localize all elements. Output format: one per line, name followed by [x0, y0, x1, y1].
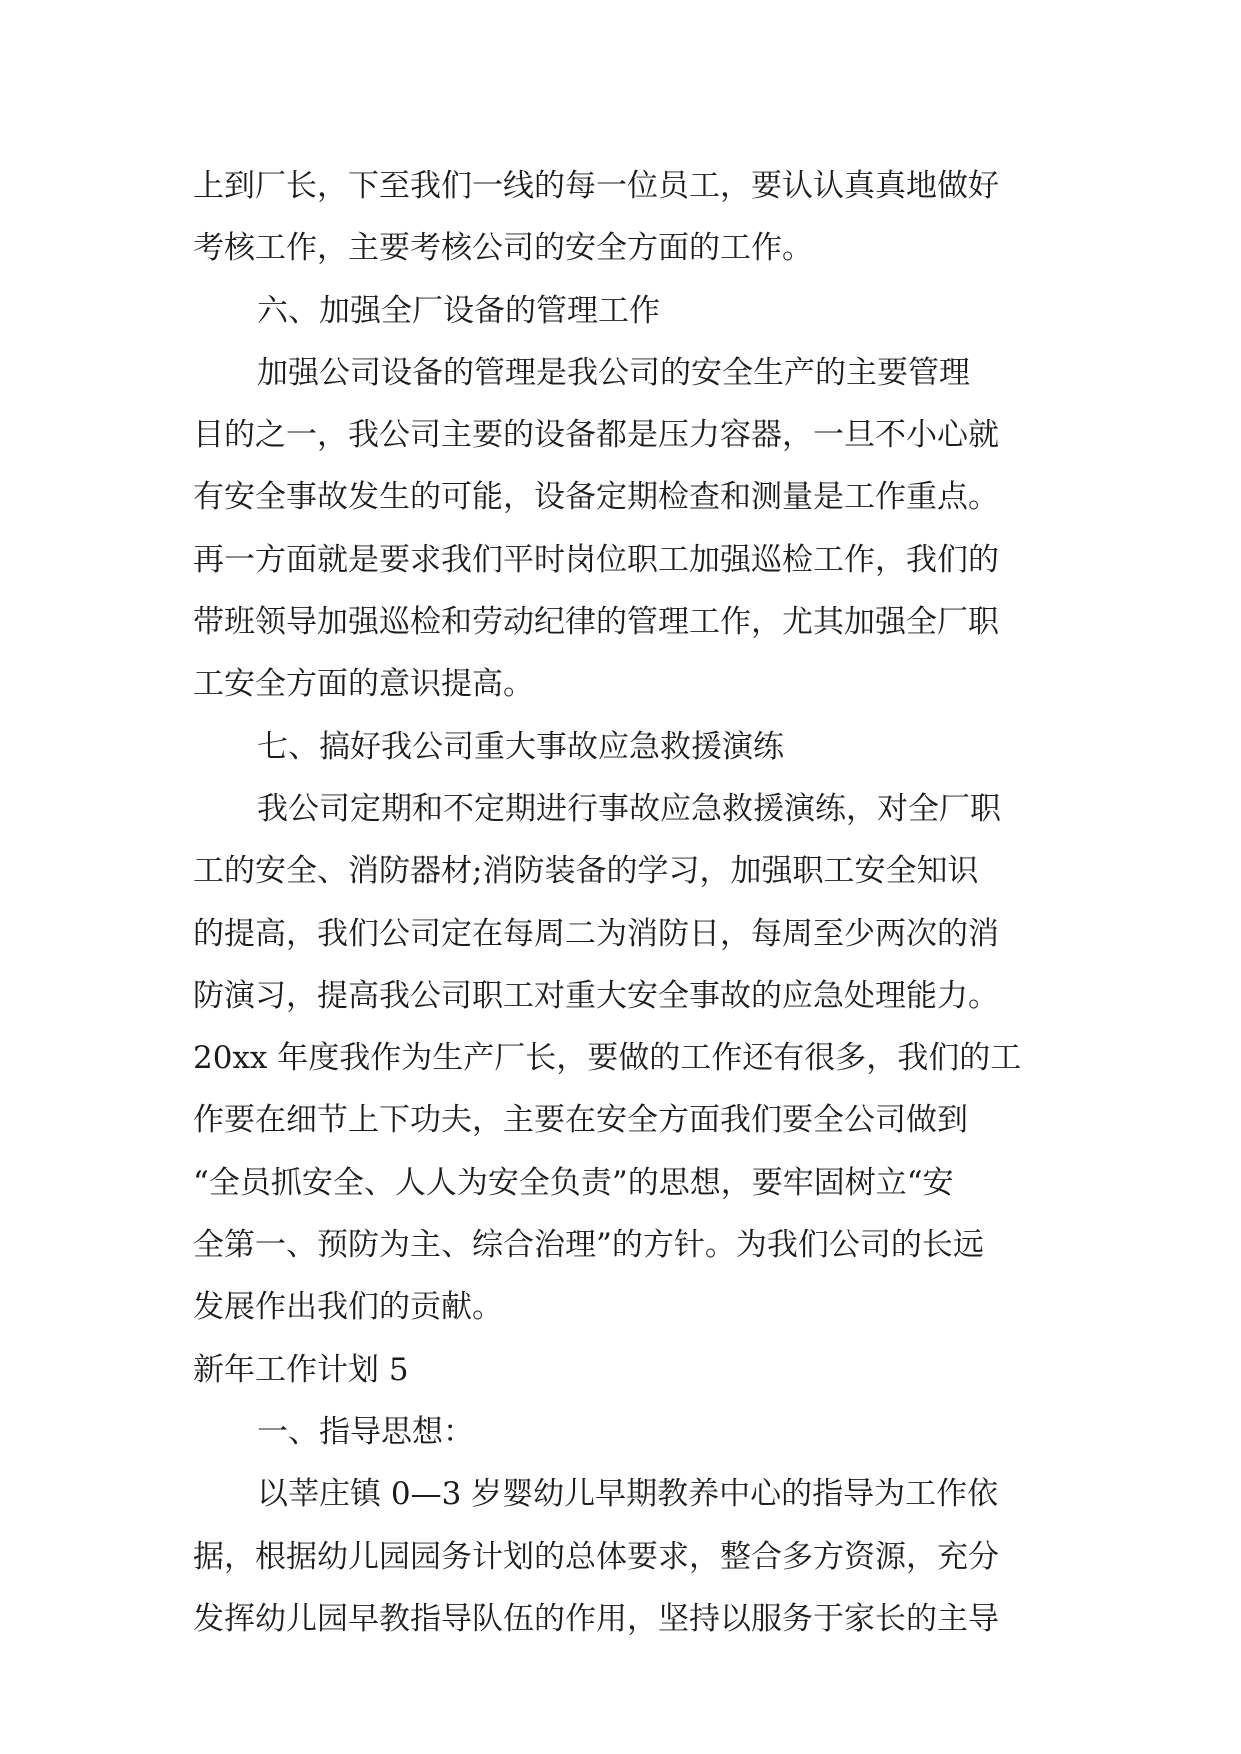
text-line: 的提高，我们公司定在每周二为消防日，每周至少两次的消 — [193, 915, 999, 952]
section-heading-6: 六、加强全厂设备的管理工作 — [257, 292, 660, 329]
section-heading-1: 一、指导思想： — [257, 1413, 474, 1450]
text-line: 全第一、预防为主、综合治理”的方针。为我们公司的长远 — [193, 1227, 984, 1264]
text-line: 作要在细节上下功夫，主要在安全方面我们要全公司做到 — [193, 1102, 968, 1139]
section-title-plan-5: 新年工作计划 5 — [193, 1351, 409, 1388]
section-heading-7: 七、搞好我公司重大事故应急救援演练 — [257, 728, 784, 765]
document-body — [193, 155, 1073, 1650]
text-line: 工的安全、消防器材;消防装备的学习，加强职工安全知识 — [193, 853, 979, 890]
text-line: 有安全事故发生的可能，设备定期检查和测量是工作重点。 — [193, 479, 999, 516]
text-line: 据，根据幼儿园园务计划的总体要求，整合多方资源，充分 — [193, 1538, 999, 1575]
text-line: 防演习，提高我公司职工对重大安全事故的应急处理能力。 — [193, 977, 999, 1014]
text-line: 加强公司设备的管理是我公司的安全生产的主要管理 — [257, 354, 970, 391]
text-line: 工安全方面的意识提高。 — [193, 666, 534, 703]
text-line: 发展作出我们的贡献。 — [193, 1289, 503, 1326]
text-line: 发挥幼儿园早教指导队伍的作用，坚持以服务于家长的主导 — [193, 1600, 999, 1637]
text-line: 以莘庄镇 0—3 岁婴幼儿早期教养中心的指导为工作依 — [257, 1476, 999, 1513]
text-line: 目的之一，我公司主要的设备都是压力容器，一旦不小心就 — [193, 417, 999, 454]
text-line: “全员抓安全、人人为安全负责”的思想，要牢固树立“安 — [193, 1164, 954, 1201]
text-line: 上到厂长，下至我们一线的每一位员工，要认认真真地做好 — [193, 168, 999, 204]
text-line: 考核工作，主要考核公司的安全方面的工作。 — [193, 230, 813, 267]
text-line: 20xx 年度我作为生产厂长，要做的工作还有很多，我们的工 — [193, 1040, 1022, 1077]
text-line: 再一方面就是要求我们平时岗位职工加强巡检工作，我们的 — [193, 541, 999, 578]
text-line: 我公司定期和不定期进行事故应急救援演练，对全厂职 — [257, 790, 1001, 827]
text-line: 带班领导加强巡检和劳动纪律的管理工作，尤其加强全厂职 — [193, 604, 999, 641]
